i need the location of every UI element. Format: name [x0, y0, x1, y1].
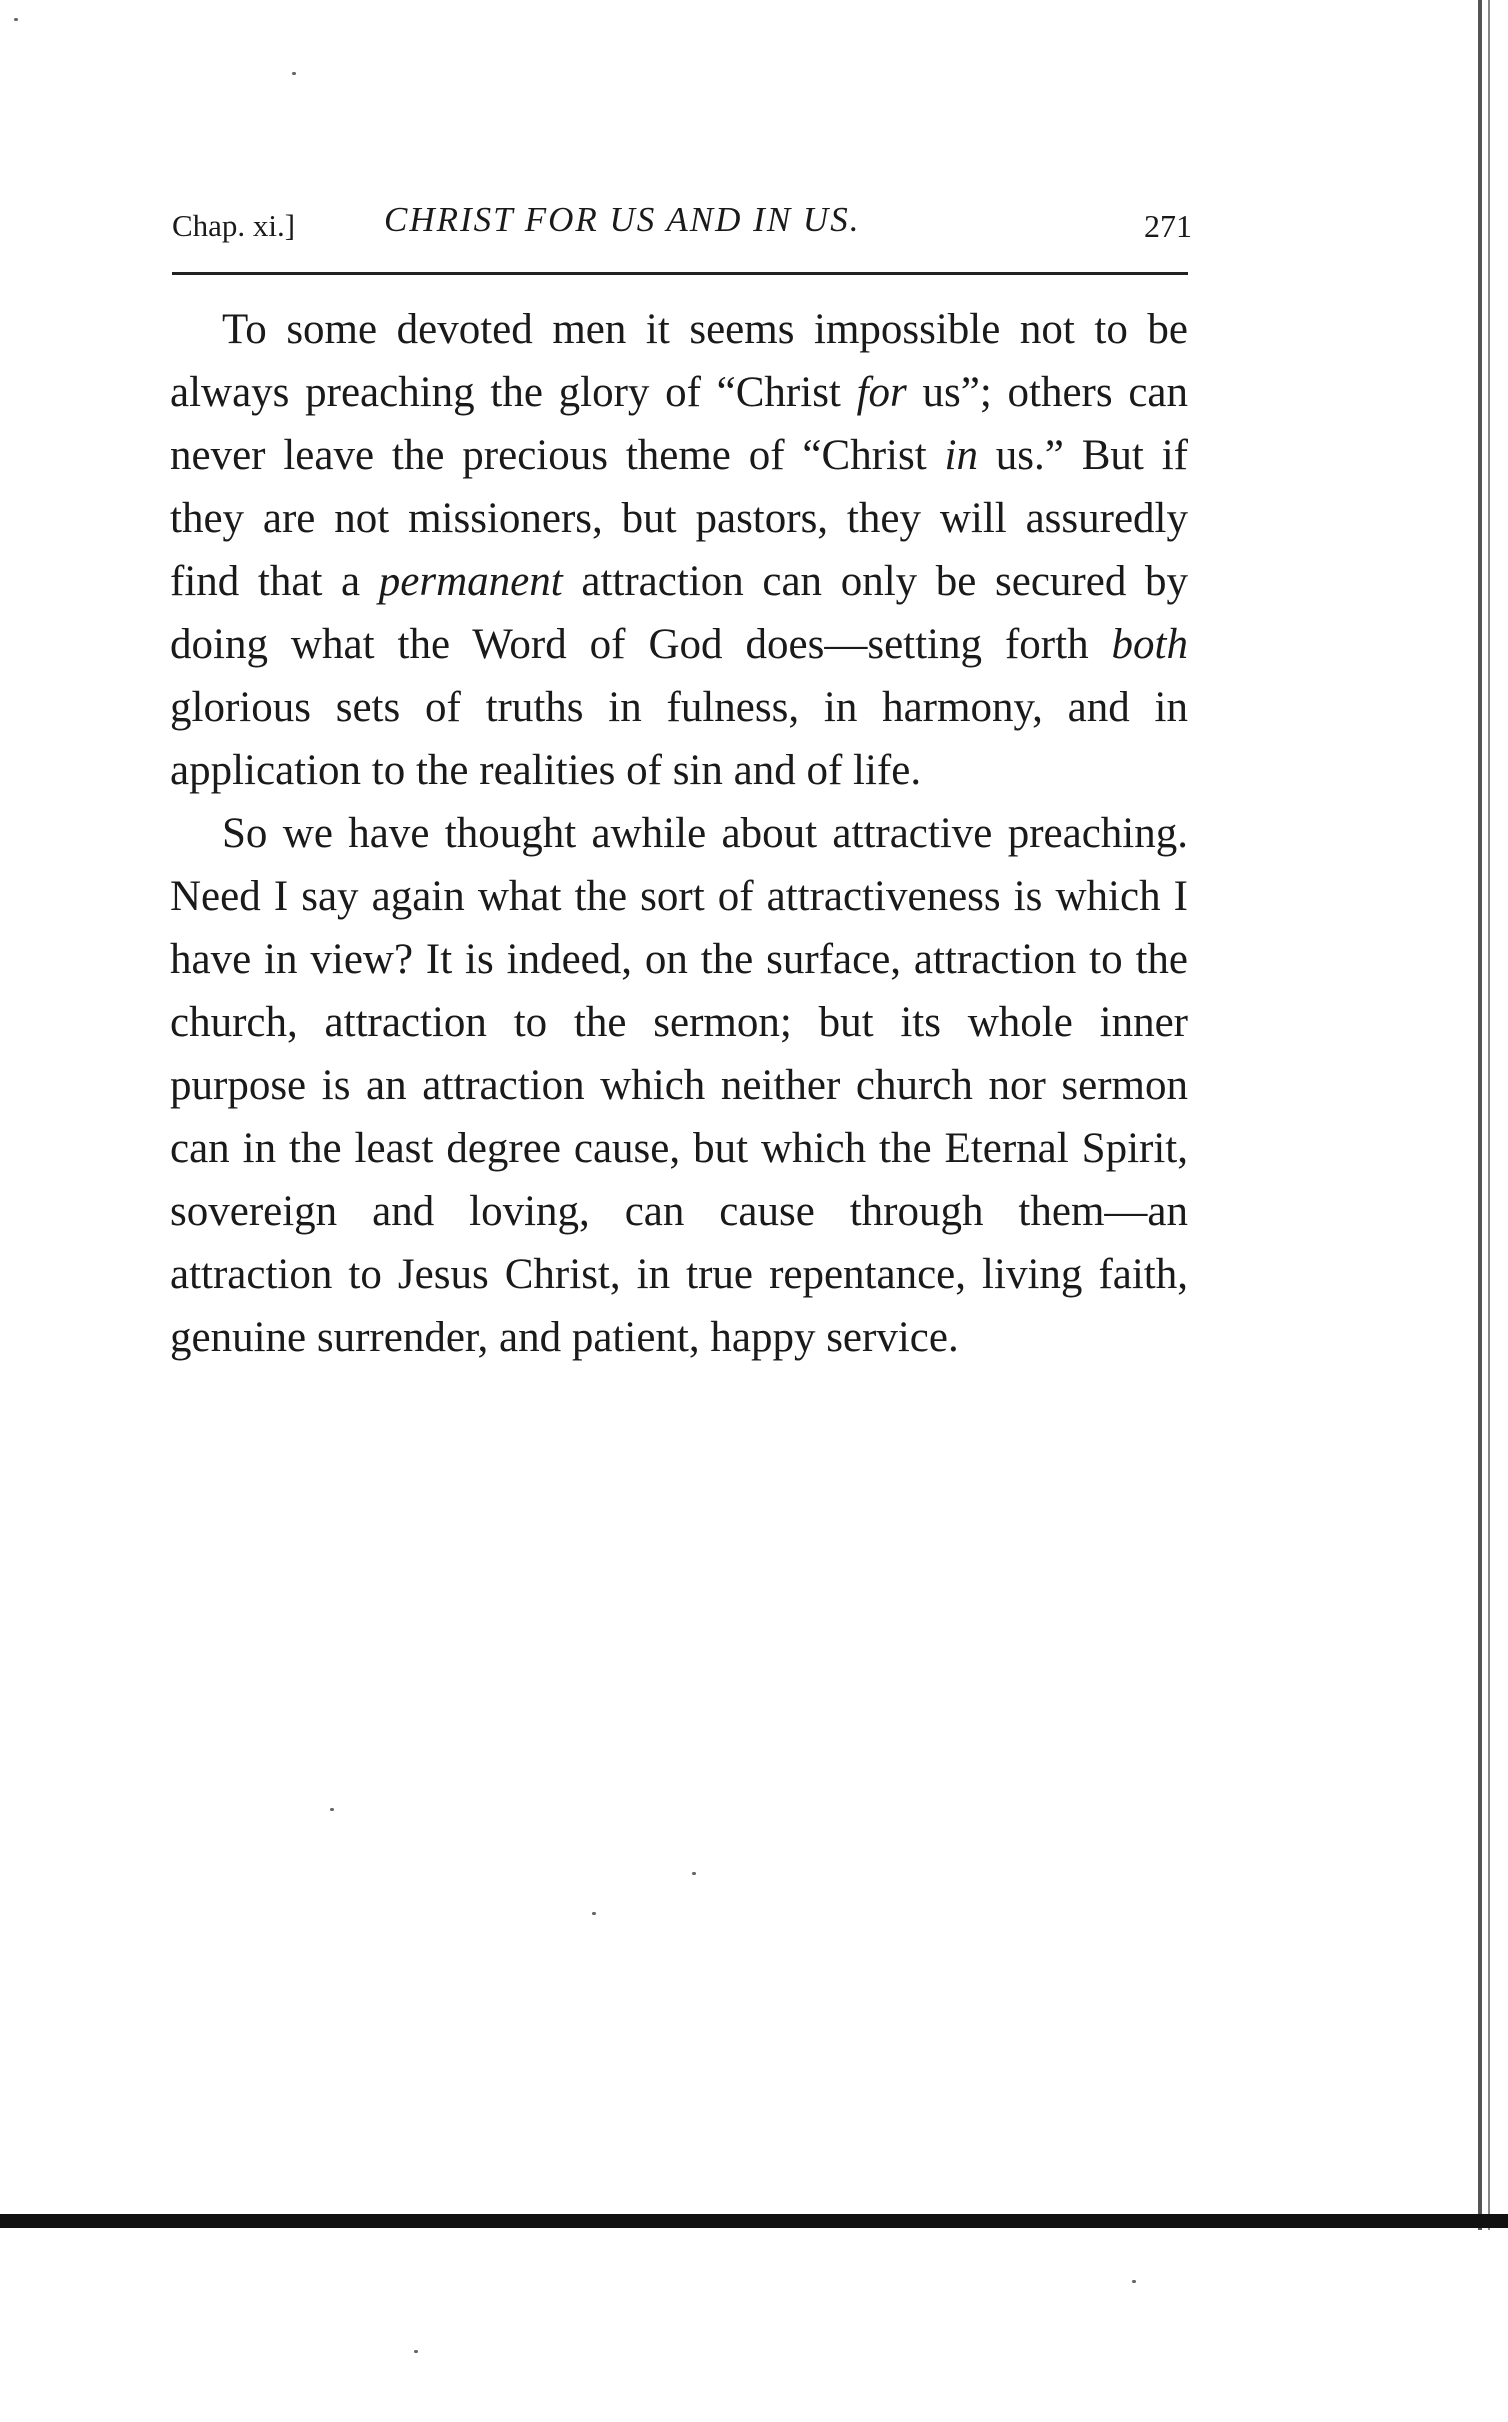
scan-speck: [414, 2350, 418, 2353]
text-segment: glorious sets of truths in fulness, in harmony, and in application to the realities of sin and of life.: [170, 684, 1188, 794]
paragraph-1: [170, 298, 1188, 802]
scan-speck: [592, 1912, 596, 1915]
text-segment: To some devoted men it seems impossible not to be always preaching the glory of “Christ: [170, 306, 1188, 416]
scan-speck: [330, 1808, 334, 1811]
text-segment: us”; others can never leave the precious theme of “Christ: [170, 369, 1188, 479]
text-segment: us.” But if they are not missioners, but pastors, they will assuredly find that a: [170, 432, 1188, 605]
paragraph-2: [170, 802, 1188, 1369]
scan-speck: [692, 1872, 696, 1875]
page-number: 271: [1144, 208, 1192, 244]
italic-segment: permanent: [378, 558, 563, 605]
scan-speck: [14, 18, 18, 21]
scan-bottom-edge: [0, 2214, 1508, 2228]
scan-speck: [1132, 2280, 1136, 2283]
page-edge-line: [1488, 0, 1490, 2230]
scan-speck: [292, 72, 296, 75]
running-title: CHRIST FOR US AND IN US.: [384, 200, 861, 239]
page-edge-line: [1478, 0, 1482, 2230]
italic-segment: in: [944, 432, 978, 479]
text-segment: So we have thought awhile about attractive preaching. Need I say again what the sort of attractiveness is which I have in view? It is indeed, on the surface, attraction to the church, attraction to the sermon; but its whole inner purpose is an attraction which neither church nor sermon can in the least degree cause, but which the Eternal Spirit, sovereign and loving, can cause through them—an attraction to Jesus Christ, in true repentance, living faith, genuine surrender, and patient, happy service.: [170, 810, 1188, 1361]
header-rule: [172, 272, 1188, 275]
body-text: [170, 298, 1188, 1369]
text-segment: attraction can only be secured by doing what the Word of God does—setting forth: [170, 558, 1188, 668]
italic-segment: for: [856, 369, 907, 416]
running-head: [172, 200, 1192, 250]
italic-segment: both: [1111, 621, 1188, 668]
chapter-label: Chap. xi.]: [172, 208, 296, 243]
